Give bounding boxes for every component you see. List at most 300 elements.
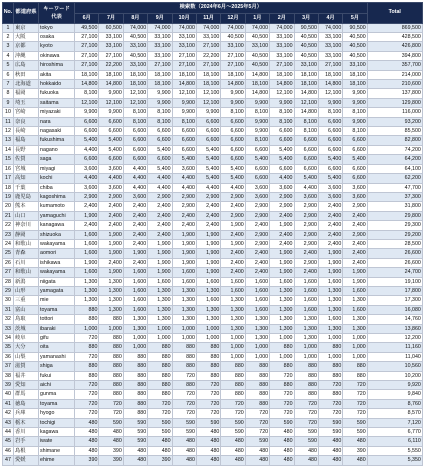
month-volume-cell: 9,900 <box>245 117 269 126</box>
total-cell: 19,100 <box>367 277 422 286</box>
month-volume-cell: 2,400 <box>343 221 367 230</box>
month-volume-cell: 6,600 <box>343 174 367 183</box>
month-volume-cell: 480 <box>196 456 220 465</box>
month-volume-cell: 590 <box>318 428 342 437</box>
keyword-cell: ishikawa <box>39 258 75 267</box>
month-volume-cell: 14,800 <box>221 80 245 89</box>
month-volume-cell: 33,100 <box>318 33 342 42</box>
month-volume-cell: 2,400 <box>172 211 196 220</box>
month-volume-cell: 480 <box>148 446 172 455</box>
month-volume-cell: 2,900 <box>294 211 318 220</box>
table-row <box>3 456 423 465</box>
month-volume-cell: 1,000 <box>270 334 294 343</box>
header-volume-group: 検索数（2024年6月～2025年5月） <box>75 3 368 14</box>
prefecture-cell: 群馬 <box>14 390 39 399</box>
table-row <box>3 211 423 220</box>
month-volume-cell: 2,900 <box>99 192 123 201</box>
month-volume-cell: 1,000 <box>294 352 318 361</box>
month-volume-cell: 1,300 <box>245 324 269 333</box>
month-volume-cell: 2,400 <box>123 211 147 220</box>
prefecture-cell: 香川 <box>14 428 39 437</box>
month-volume-cell: 480 <box>148 437 172 446</box>
prefecture-cell: 東京 <box>14 23 39 32</box>
month-volume-cell: 1,900 <box>196 268 220 277</box>
month-volume-cell: 27,100 <box>75 51 99 60</box>
total-cell: 426,800 <box>367 42 422 51</box>
month-volume-cell: 18,100 <box>99 70 123 79</box>
month-volume-cell: 9,900 <box>148 89 172 98</box>
month-volume-cell: 880 <box>318 343 342 352</box>
month-volume-cell: 880 <box>75 362 99 371</box>
month-volume-cell: 74,000 <box>123 23 147 32</box>
month-volume-cell: 720 <box>245 428 269 437</box>
month-volume-cell: 590 <box>318 418 342 427</box>
table-row <box>3 446 423 455</box>
month-volume-cell: 3,600 <box>172 164 196 173</box>
month-volume-cell: 9,900 <box>221 98 245 107</box>
month-volume-cell: 720 <box>270 390 294 399</box>
month-volume-cell: 880 <box>172 352 196 361</box>
month-volume-cell: 1,900 <box>99 239 123 248</box>
month-volume-cell: 4,400 <box>123 183 147 192</box>
month-volume-cell: 1,900 <box>99 249 123 258</box>
keyword-cell: aichi <box>39 381 75 390</box>
row-number-cell: 37 <box>3 362 14 371</box>
month-volume-cell: 2,900 <box>294 239 318 248</box>
table-row <box>3 258 423 267</box>
keyword-cell: osaka <box>39 33 75 42</box>
prefecture-cell: 山口 <box>14 211 39 220</box>
month-volume-cell: 1,300 <box>196 286 220 295</box>
month-volume-cell: 720 <box>196 381 220 390</box>
month-volume-cell: 1,600 <box>148 277 172 286</box>
row-number-cell: 2 <box>3 33 14 42</box>
month-volume-cell: 880 <box>123 390 147 399</box>
month-volume-cell: 8,100 <box>318 108 342 117</box>
month-volume-cell: 33,100 <box>123 61 147 70</box>
prefecture-cell: 埼玉 <box>14 98 39 107</box>
month-volume-cell: 1,300 <box>75 296 99 305</box>
row-number-cell: 6 <box>3 70 14 79</box>
month-volume-cell: 1,300 <box>294 315 318 324</box>
keyword-cell: nagano <box>39 145 75 154</box>
month-volume-cell: 880 <box>148 381 172 390</box>
prefecture-cell: 静岡 <box>14 230 39 239</box>
row-number-cell: 27 <box>3 268 14 277</box>
month-volume-cell: 1,600 <box>123 305 147 314</box>
table-row <box>3 286 423 295</box>
prefecture-cell: 岩手 <box>14 437 39 446</box>
row-number-cell: 36 <box>3 352 14 361</box>
keyword-cell: kagoshima <box>39 192 75 201</box>
keyword-cell: fukuoka <box>39 89 75 98</box>
month-volume-cell: 1,300 <box>318 305 342 314</box>
prefecture-cell: 石川 <box>14 258 39 267</box>
month-volume-cell: 1,900 <box>172 230 196 239</box>
keyword-cell: toyama <box>39 305 75 314</box>
month-volume-cell: 33,100 <box>172 33 196 42</box>
month-volume-cell: 720 <box>221 399 245 408</box>
month-volume-cell: 9,900 <box>270 98 294 107</box>
month-volume-cell: 480 <box>270 456 294 465</box>
month-volume-cell: 2,400 <box>221 230 245 239</box>
month-volume-cell: 9,900 <box>172 108 196 117</box>
month-volume-cell: 40,500 <box>294 51 318 60</box>
month-volume-cell: 6,600 <box>99 117 123 126</box>
row-number-cell: 44 <box>3 428 14 437</box>
month-volume-cell: 8,100 <box>221 108 245 117</box>
month-volume-cell: 720 <box>75 381 99 390</box>
month-volume-cell: 480 <box>245 456 269 465</box>
month-volume-cell: 480 <box>75 418 99 427</box>
month-volume-cell: 6,600 <box>270 164 294 173</box>
month-volume-cell: 720 <box>172 409 196 418</box>
month-volume-cell: 880 <box>270 381 294 390</box>
month-volume-cell: 2,400 <box>318 230 342 239</box>
month-volume-cell: 18,100 <box>172 70 196 79</box>
month-volume-cell: 3,600 <box>245 183 269 192</box>
month-volume-cell: 2,900 <box>245 230 269 239</box>
month-volume-cell: 14,800 <box>245 89 269 98</box>
month-volume-cell: 18,100 <box>270 70 294 79</box>
month-volume-cell: 6,600 <box>196 136 220 145</box>
month-volume-cell: 480 <box>123 446 147 455</box>
month-volume-cell: 40,500 <box>343 51 367 60</box>
month-volume-cell: 2,900 <box>294 221 318 230</box>
month-volume-cell: 8,100 <box>343 127 367 136</box>
month-volume-cell: 1,300 <box>245 315 269 324</box>
month-volume-cell: 1,600 <box>318 277 342 286</box>
month-volume-cell: 6,600 <box>75 155 99 164</box>
month-volume-cell: 590 <box>221 418 245 427</box>
total-cell: 137,800 <box>367 89 422 98</box>
total-cell: 210,600 <box>367 80 422 89</box>
month-volume-cell: 480 <box>318 437 342 446</box>
month-volume-cell: 1,900 <box>148 249 172 258</box>
prefecture-cell: 奈良 <box>14 117 39 126</box>
row-number-cell: 28 <box>3 277 14 286</box>
month-volume-cell: 33,100 <box>245 42 269 51</box>
month-volume-cell: 880 <box>123 399 147 408</box>
month-volume-cell: 720 <box>343 390 367 399</box>
row-number-cell: 40 <box>3 390 14 399</box>
month-volume-cell: 2,400 <box>123 239 147 248</box>
header-prefecture: 都道府県 <box>14 3 39 24</box>
keyword-cell: kumamoto <box>39 202 75 211</box>
month-volume-cell: 9,900 <box>343 98 367 107</box>
table-row <box>3 183 423 192</box>
month-volume-cell: 6,600 <box>343 136 367 145</box>
month-volume-cell: 480 <box>75 446 99 455</box>
row-number-cell: 16 <box>3 164 14 173</box>
prefecture-cell: 神奈川 <box>14 221 39 230</box>
month-volume-cell: 33,100 <box>221 42 245 51</box>
month-volume-cell: 1,300 <box>221 324 245 333</box>
table-row <box>3 155 423 164</box>
month-volume-cell: 33,100 <box>318 42 342 51</box>
month-volume-cell: 590 <box>123 418 147 427</box>
month-volume-cell: 390 <box>75 456 99 465</box>
month-volume-cell: 1,000 <box>318 334 342 343</box>
month-volume-cell: 590 <box>148 428 172 437</box>
prefecture-cell: 秋田 <box>14 70 39 79</box>
prefecture-cell: 長崎 <box>14 127 39 136</box>
month-volume-cell: 880 <box>221 362 245 371</box>
month-volume-cell: 2,900 <box>294 230 318 239</box>
month-volume-cell: 1,900 <box>270 268 294 277</box>
table-row <box>3 145 423 154</box>
month-volume-cell: 1,300 <box>148 286 172 295</box>
month-volume-cell: 1,000 <box>172 334 196 343</box>
month-volume-cell: 9,900 <box>343 117 367 126</box>
month-volume-cell: 1,300 <box>221 296 245 305</box>
month-volume-cell: 1,000 <box>294 343 318 352</box>
table-row <box>3 437 423 446</box>
month-volume-cell: 720 <box>245 418 269 427</box>
month-volume-cell: 1,900 <box>270 249 294 258</box>
row-number-cell: 39 <box>3 381 14 390</box>
month-volume-cell: 1,600 <box>172 277 196 286</box>
month-volume-cell: 880 <box>75 315 99 324</box>
month-volume-cell: 590 <box>245 437 269 446</box>
month-volume-cell: 2,400 <box>123 258 147 267</box>
search-volume-table-container <box>2 2 422 466</box>
month-volume-cell: 27,100 <box>221 61 245 70</box>
month-volume-cell: 5,400 <box>196 164 220 173</box>
total-cell: 64,200 <box>367 155 422 164</box>
month-volume-cell: 1,000 <box>172 324 196 333</box>
month-volume-cell: 880 <box>196 371 220 380</box>
month-volume-cell: 9,900 <box>99 108 123 117</box>
total-cell: 62,200 <box>367 174 422 183</box>
month-volume-cell: 5,400 <box>196 174 220 183</box>
month-volume-cell: 880 <box>318 362 342 371</box>
row-number-cell: 43 <box>3 418 14 427</box>
month-volume-cell: 1,600 <box>196 296 220 305</box>
row-number-cell: 26 <box>3 258 14 267</box>
month-volume-cell: 720 <box>196 390 220 399</box>
month-volume-cell: 1,600 <box>245 286 269 295</box>
month-volume-cell: 590 <box>270 418 294 427</box>
total-cell: 6,770 <box>367 428 422 437</box>
month-volume-cell: 880 <box>270 362 294 371</box>
month-volume-cell: 1,000 <box>123 334 147 343</box>
row-number-cell: 11 <box>3 117 14 126</box>
month-volume-cell: 5,400 <box>172 155 196 164</box>
month-volume-cell: 880 <box>294 390 318 399</box>
month-volume-cell: 880 <box>245 381 269 390</box>
month-volume-cell: 27,100 <box>270 61 294 70</box>
month-volume-cell: 33,100 <box>148 51 172 60</box>
month-volume-cell: 720 <box>99 409 123 418</box>
month-volume-cell: 880 <box>318 390 342 399</box>
keyword-cell: tottori <box>39 315 75 324</box>
month-volume-cell: 880 <box>99 343 123 352</box>
month-volume-cell: 480 <box>75 428 99 437</box>
keyword-cell: oita <box>39 343 75 352</box>
row-number-cell: 35 <box>3 343 14 352</box>
month-volume-cell: 6,600 <box>172 145 196 154</box>
month-volume-cell: 33,100 <box>123 42 147 51</box>
prefecture-cell: 茨城 <box>14 324 39 333</box>
header-month: 4月 <box>318 13 342 23</box>
total-cell: 9,920 <box>367 381 422 390</box>
month-volume-cell: 1,600 <box>75 268 99 277</box>
month-volume-cell: 1,300 <box>99 296 123 305</box>
month-volume-cell: 2,900 <box>270 202 294 211</box>
table-row <box>3 89 423 98</box>
prefecture-cell: 徳島 <box>14 399 39 408</box>
month-volume-cell: 2,400 <box>318 221 342 230</box>
month-volume-cell: 1,300 <box>294 334 318 343</box>
total-cell: 11,160 <box>367 343 422 352</box>
row-number-cell: 14 <box>3 145 14 154</box>
month-volume-cell: 720 <box>99 399 123 408</box>
month-volume-cell: 1,300 <box>196 305 220 314</box>
month-volume-cell: 6,600 <box>75 117 99 126</box>
table-row <box>3 305 423 314</box>
prefecture-cell: 広島 <box>14 61 39 70</box>
month-volume-cell: 480 <box>75 437 99 446</box>
month-volume-cell: 3,600 <box>75 164 99 173</box>
month-volume-cell: 6,600 <box>270 127 294 136</box>
month-volume-cell: 1,000 <box>221 334 245 343</box>
total-cell: 10,560 <box>367 362 422 371</box>
month-volume-cell: 5,400 <box>318 155 342 164</box>
month-volume-cell: 9,900 <box>172 98 196 107</box>
month-volume-cell: 1,000 <box>221 343 245 352</box>
month-volume-cell: 27,100 <box>221 51 245 60</box>
month-volume-cell: 590 <box>343 418 367 427</box>
row-number-cell: 3 <box>3 42 14 51</box>
month-volume-cell: 480 <box>172 437 196 446</box>
month-volume-cell: 4,400 <box>123 174 147 183</box>
row-number-cell: 31 <box>3 305 14 314</box>
month-volume-cell: 720 <box>270 409 294 418</box>
month-volume-cell: 2,900 <box>294 258 318 267</box>
month-volume-cell: 18,100 <box>123 70 147 79</box>
month-volume-cell: 5,400 <box>270 155 294 164</box>
keyword-cell: hyogo <box>39 409 75 418</box>
month-volume-cell: 33,100 <box>148 33 172 42</box>
month-volume-cell: 720 <box>75 390 99 399</box>
month-volume-cell: 480 <box>123 456 147 465</box>
prefecture-cell: 山形 <box>14 286 39 295</box>
month-volume-cell: 880 <box>196 343 220 352</box>
prefecture-cell: 兵庫 <box>14 409 39 418</box>
month-volume-cell: 6,600 <box>172 127 196 136</box>
month-volume-cell: 1,600 <box>294 286 318 295</box>
month-volume-cell: 8,100 <box>245 136 269 145</box>
month-volume-cell: 1,000 <box>196 324 220 333</box>
month-volume-cell: 9,900 <box>148 98 172 107</box>
month-volume-cell: 1,300 <box>172 315 196 324</box>
month-volume-cell: 6,600 <box>245 145 269 154</box>
month-volume-cell: 880 <box>270 343 294 352</box>
month-volume-cell: 880 <box>148 343 172 352</box>
row-number-cell: 12 <box>3 127 14 136</box>
table-row <box>3 277 423 286</box>
table-row <box>3 61 423 70</box>
month-volume-cell: 2,400 <box>245 249 269 258</box>
total-cell: 17,300 <box>367 296 422 305</box>
keyword-cell: ibaraki <box>39 324 75 333</box>
month-volume-cell: 8,100 <box>148 117 172 126</box>
month-volume-cell: 880 <box>245 362 269 371</box>
table-row <box>3 70 423 79</box>
month-volume-cell: 74,000 <box>245 23 269 32</box>
table-row <box>3 362 423 371</box>
row-number-cell: 23 <box>3 230 14 239</box>
month-volume-cell: 1,900 <box>148 239 172 248</box>
month-volume-cell: 880 <box>148 352 172 361</box>
month-volume-cell: 18,100 <box>343 70 367 79</box>
row-number-cell: 21 <box>3 211 14 220</box>
month-volume-cell: 40,500 <box>294 42 318 51</box>
table-row <box>3 174 423 183</box>
month-volume-cell: 27,100 <box>196 61 220 70</box>
month-volume-cell: 390 <box>148 456 172 465</box>
month-volume-cell: 480 <box>172 446 196 455</box>
header-month: 2月 <box>270 13 294 23</box>
table-row <box>3 352 423 361</box>
month-volume-cell: 4,400 <box>196 183 220 192</box>
month-volume-cell: 590 <box>172 418 196 427</box>
month-volume-cell: 2,400 <box>318 211 342 220</box>
month-volume-cell: 880 <box>99 362 123 371</box>
month-volume-cell: 1,300 <box>123 324 147 333</box>
keyword-cell: nagasaki <box>39 127 75 136</box>
month-volume-cell: 880 <box>123 352 147 361</box>
table-row <box>3 108 423 117</box>
prefecture-cell: 三重 <box>14 296 39 305</box>
month-volume-cell: 480 <box>245 446 269 455</box>
month-volume-cell: 2,900 <box>245 211 269 220</box>
total-cell: 428,500 <box>367 33 422 42</box>
month-volume-cell: 1,600 <box>75 230 99 239</box>
month-volume-cell: 8,100 <box>343 108 367 117</box>
month-volume-cell: 880 <box>99 334 123 343</box>
month-volume-cell: 6,600 <box>123 145 147 154</box>
month-volume-cell: 2,400 <box>270 230 294 239</box>
month-volume-cell: 6,600 <box>221 117 245 126</box>
month-volume-cell: 3,600 <box>318 192 342 201</box>
month-volume-cell: 40,500 <box>245 61 269 70</box>
month-volume-cell: 480 <box>196 437 220 446</box>
table-row <box>3 202 423 211</box>
month-volume-cell: 6,600 <box>318 145 342 154</box>
month-volume-cell: 2,400 <box>294 268 318 277</box>
month-volume-cell: 720 <box>196 409 220 418</box>
prefecture-cell: 福島 <box>14 136 39 145</box>
prefecture-cell: 高知 <box>14 174 39 183</box>
month-volume-cell: 3,600 <box>294 192 318 201</box>
month-volume-cell: 9,900 <box>245 98 269 107</box>
row-number-cell: 20 <box>3 202 14 211</box>
row-number-cell: 18 <box>3 183 14 192</box>
month-volume-cell: 6,600 <box>221 155 245 164</box>
keyword-cell: aomori <box>39 249 75 258</box>
month-volume-cell: 6,600 <box>294 145 318 154</box>
month-volume-cell: 8,100 <box>270 108 294 117</box>
month-volume-cell: 2,400 <box>221 258 245 267</box>
month-volume-cell: 880 <box>75 305 99 314</box>
table-row <box>3 371 423 380</box>
table-row <box>3 418 423 427</box>
month-volume-cell: 5,400 <box>75 136 99 145</box>
month-volume-cell: 12,100 <box>123 98 147 107</box>
month-volume-cell: 1,900 <box>75 258 99 267</box>
